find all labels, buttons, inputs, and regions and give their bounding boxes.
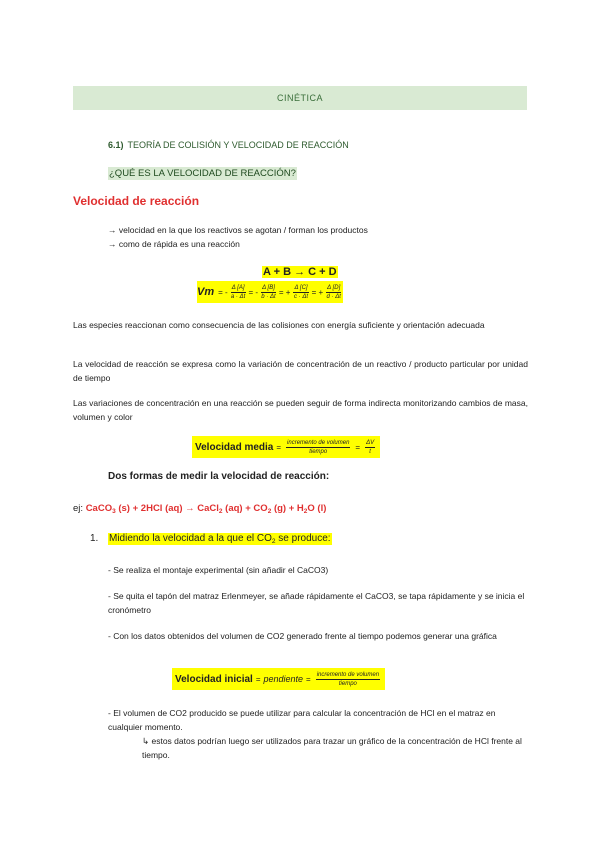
- equals-sign: =: [355, 442, 361, 452]
- slope-term: pendiente: [263, 674, 304, 684]
- rate-equation: [197, 266, 403, 303]
- paragraph: Las especies reaccionan como consecuencia de las colisiones con energía suficiente y orientación adecuada: [73, 320, 485, 330]
- fraction-num: Δ [C]: [294, 284, 308, 291]
- fraction-d: [326, 284, 341, 301]
- section-number: 6.1): [108, 140, 124, 150]
- subscript: 2: [271, 538, 276, 545]
- paragraph: Las variaciones de concentración en una reacción se pueden seguir de forma indirecta monitorizando cambios de masa, volumen y color: [73, 398, 528, 422]
- fraction-den: b · Δt: [261, 293, 276, 300]
- equals-minus: = -: [248, 287, 259, 297]
- method-text: Midiendo la velocidad a la que el CO: [109, 533, 272, 544]
- two-ways-heading: Dos formas de medir la velocidad de reacción:: [108, 471, 330, 482]
- reaction-equation: A + B → C + D: [263, 266, 337, 278]
- method-text: se produce:: [275, 533, 331, 544]
- fraction-num: Δ [D]: [327, 284, 341, 291]
- reaction-part: (aq) + CO: [222, 503, 268, 514]
- reaction-part: (s) + 2HCl (aq) → CaCl: [115, 503, 219, 514]
- sub-step-item: ↳ estos datos podrían luego ser utilizados para trazar un gráfico de la concentración de HCl frente al tiempo.: [142, 736, 522, 760]
- subscript: 3: [112, 508, 116, 515]
- fraction-c: [293, 284, 308, 301]
- reaction-part: O (l): [307, 503, 327, 514]
- formula-label: Velocidad media: [195, 441, 274, 453]
- average-rate-formula: [192, 436, 380, 458]
- fraction-den: a · Δt: [230, 293, 246, 300]
- fraction-den: tiempo: [338, 680, 357, 687]
- subscript: 2: [218, 508, 223, 515]
- rate-heading: Velocidad de reacción: [73, 194, 200, 208]
- fraction-b: [261, 284, 276, 301]
- equals-plus: = +: [311, 287, 324, 297]
- rate-expression: [197, 281, 343, 303]
- bullet-item: → velocidad en la que los reactivos se agotan / forman los productos: [108, 225, 368, 235]
- step-item: - Se quita el tapón del matraz Erlenmeyer, se añade rápidamente el CaCO3, se tapa rápidamente y se inicia el cronómetro: [108, 591, 525, 615]
- equals-sign: =: [255, 674, 261, 684]
- fraction-a: [231, 284, 246, 301]
- example-prefix: ej:: [73, 503, 84, 514]
- section-title-text: TEORÍA DE COLISIÓN Y VELOCIDAD DE REACCIÓN: [127, 140, 349, 150]
- fraction-num: Δ [B]: [262, 284, 275, 291]
- fraction-den: t: [369, 448, 371, 455]
- title-banner: [73, 86, 527, 110]
- reaction-part: (g) + H: [271, 503, 304, 514]
- initial-rate-formula: [172, 668, 385, 690]
- fraction: [365, 439, 375, 456]
- fraction: [316, 671, 380, 688]
- question-heading: ¿QUÉ ES LA VELOCIDAD DE REACCIÓN?: [109, 168, 296, 179]
- vm-symbol: Vm: [197, 286, 215, 298]
- fraction-den: c · Δt: [294, 293, 309, 300]
- method-heading: [108, 533, 332, 545]
- reaction-part: CaCO: [85, 503, 113, 514]
- fraction-num: Δ [A]: [231, 284, 245, 291]
- equals-sign: =: [276, 442, 282, 452]
- step-item: - El volumen de CO2 producido se puede utilizar para calcular la concentración de HCl en el matraz en cualquier momento.: [108, 708, 496, 732]
- subscript: 2: [267, 508, 272, 515]
- list-number: 1.: [90, 533, 99, 544]
- fraction-num: ΔV: [366, 439, 375, 446]
- reaction-text: [86, 503, 327, 514]
- equals-sign: =: [306, 674, 311, 684]
- fraction: [286, 439, 350, 456]
- equals-plus: = +: [278, 287, 291, 297]
- page-title: CINÉTICA: [276, 93, 323, 103]
- subscript: 2: [303, 508, 308, 515]
- fraction-num: incremento de volumen: [316, 671, 380, 678]
- step-item: - Se realiza el montaje experimental (sin añadir el CaCO3): [108, 565, 329, 575]
- fraction-num: incremento de volumen: [287, 439, 350, 446]
- equals-minus: = -: [218, 287, 228, 297]
- step-item: - Con los datos obtenidos del volumen de CO2 generado frente al tiempo podemos generar una gráfica: [108, 631, 497, 641]
- fraction-den: tiempo: [309, 448, 328, 455]
- section-title: [108, 140, 349, 150]
- formula-label: Velocidad inicial: [175, 673, 253, 685]
- paragraph: La velocidad de reacción se expresa como la variación de concentración de un reactivo / producto particular por unidad de tiempo: [73, 359, 528, 383]
- fraction-den: d · Δt: [326, 293, 341, 300]
- example-reaction: [73, 503, 326, 515]
- bullet-item: → como de rápida es una reacción: [108, 239, 240, 249]
